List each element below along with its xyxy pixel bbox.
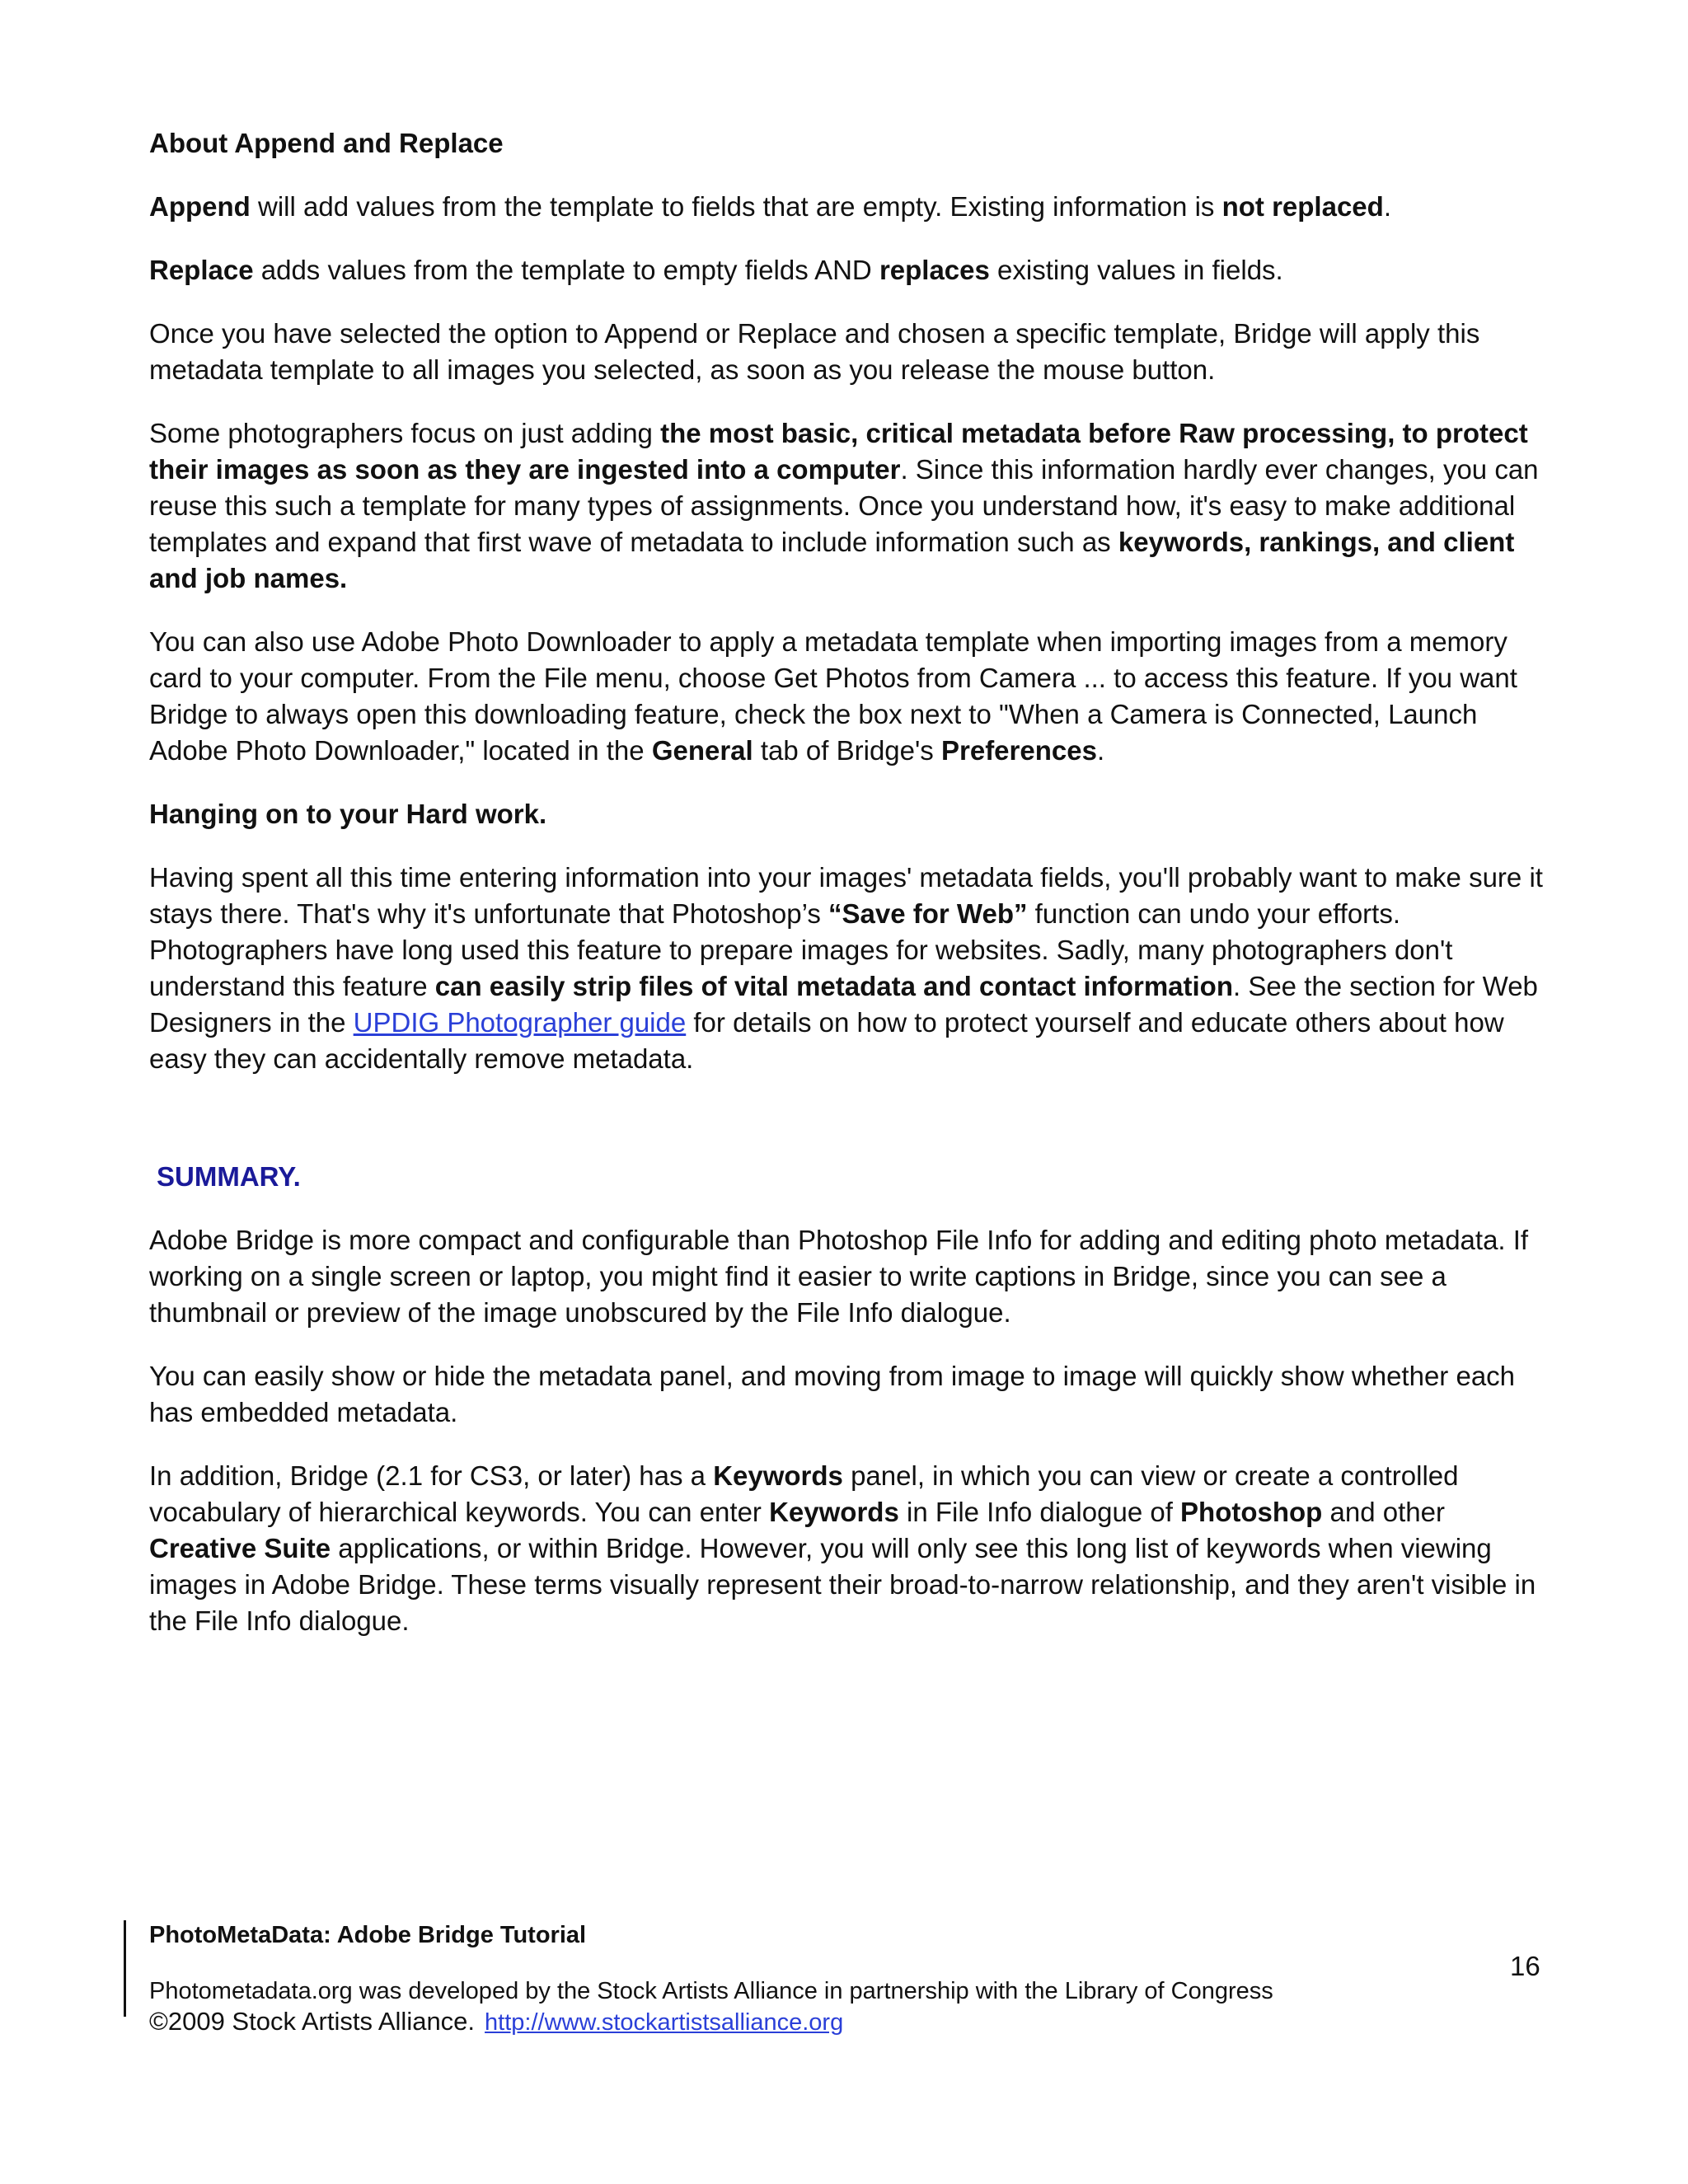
text-run: . bbox=[1096, 735, 1105, 766]
page-footer bbox=[0, 1920, 1688, 2052]
bold-text: Keywords bbox=[769, 1497, 899, 1527]
vertical-spacer bbox=[149, 1104, 1550, 1159]
text-run: Some photographers focus on just adding bbox=[149, 418, 661, 448]
paragraph-once: Once you have selected the option to Append or Replace and chosen a specific template, Bridge will apply this metadata template to all images you selected, as soon as you release the mouse button. bbox=[149, 318, 1480, 385]
bold-text: can easily strip files of vital metadata and contact information bbox=[434, 971, 1233, 1001]
paragraph-save-for-web bbox=[149, 860, 1550, 1077]
document-body bbox=[149, 125, 1550, 1666]
text-run: adds values from the template to empty fields AND bbox=[253, 255, 879, 285]
bold-text: Replace bbox=[149, 255, 254, 285]
text-run: tab of Bridge's bbox=[753, 735, 941, 766]
page-number: 16 bbox=[1510, 1951, 1540, 1981]
text-run: for details on how to protect yourself and educate others about how easy they can accidentally remove metadata. bbox=[149, 1007, 1504, 1074]
summary-paragraph-keywords bbox=[149, 1458, 1550, 1639]
summary-heading: SUMMARY. bbox=[157, 1161, 301, 1192]
footer-copyright-line bbox=[149, 2006, 843, 2038]
footer-title: PhotoMetaData: Adobe Bridge Tutorial bbox=[149, 1922, 587, 1948]
bold-text: Photoshop bbox=[1180, 1497, 1323, 1527]
footer-copyright: ©2009 Stock Artists Alliance. bbox=[149, 2007, 476, 2036]
bold-text: replaces bbox=[879, 255, 990, 285]
text-run: and other bbox=[1322, 1497, 1445, 1527]
summary-paragraph-2: You can easily show or hide the metadata panel, and moving from image to image will quickly show whether each has embedded metadata. bbox=[149, 1361, 1516, 1427]
bold-text: Keywords bbox=[713, 1460, 843, 1491]
paragraph-replace bbox=[149, 252, 1550, 288]
bold-text: not replaced bbox=[1221, 191, 1384, 222]
paragraph-append bbox=[149, 189, 1550, 225]
text-run: . See the section for Web Designers in the bbox=[149, 971, 1538, 1038]
text-run: panel, in which you can view or create a controlled vocabulary of hierarchical keywords. You can enter bbox=[149, 1460, 1459, 1527]
bold-text: Creative Suite bbox=[149, 1533, 331, 1563]
bold-text: Append bbox=[149, 191, 251, 222]
text-run: in File Info dialogue of bbox=[898, 1497, 1181, 1527]
text-run: . Since this information hardly ever changes, you can reuse this such a template for many types of assignments. Once you understand how, it's easy to make additional templates and expand that first wave of metadata to include information such as bbox=[149, 454, 1539, 557]
text-run: In addition, Bridge (2.1 for CS3, or later) has a bbox=[149, 1460, 714, 1491]
summary-paragraph-1: Adobe Bridge is more compact and configurable than Photoshop File Info for adding and editing photo metadata. If working on a single screen or laptop, you might find it easier to write captions in Bridge, since you can see a thumbnail or preview of the image unobscured by the File Info dialogue. bbox=[149, 1225, 1529, 1328]
footer-developed-by: Photometadata.org was developed by the Stock Artists Alliance in partnership with the Library of Congress bbox=[149, 1978, 1273, 2004]
text-run: existing values in fields. bbox=[989, 255, 1283, 285]
paragraph-photographers-focus bbox=[149, 415, 1550, 597]
bold-text: “Save for Web” bbox=[828, 898, 1028, 929]
text-run: applications, or within Bridge. However, you will only see this long list of keywords when viewing images in Adobe Bridge. These terms visually represent their broad-to-narrow relationship, and they aren't visible in the File Info dialogue. bbox=[149, 1533, 1536, 1636]
updig-guide-link[interactable]: UPDIG Photographer guide bbox=[353, 1007, 687, 1038]
bold-text: General bbox=[651, 735, 753, 766]
footer-url-link[interactable]: http://www.stockartistsalliance.org bbox=[485, 2009, 844, 2036]
bold-text: Preferences bbox=[940, 735, 1097, 766]
section-heading-hard-work: Hanging on to your Hard work. bbox=[149, 799, 547, 829]
text-run: . bbox=[1383, 191, 1391, 222]
bold-text: the most basic, critical metadata before Raw processing, to protect their images as soon as they are ingested into a computer bbox=[149, 418, 1528, 485]
text-run: You can also use Adobe Photo Downloader to apply a metadata template when importing images from a memory card to your computer. From the File menu, choose Get Photos from Camera ... to access this feature. If you want Bridge to always open this downloading feature, check the box next to "When a Camera is Connected, Launch Adobe Photo Downloader," located in the bbox=[149, 626, 1517, 766]
footer-divider-bar bbox=[124, 1920, 126, 2017]
text-run: will add values from the template to fields that are empty. Existing information is bbox=[250, 191, 1222, 222]
text-run: Having spent all this time entering information into your images' metadata fields, you'll probably want to make sure it stays there. That's why it's unfortunate that Photoshop’s bbox=[149, 862, 1543, 929]
paragraph-photo-downloader bbox=[149, 624, 1550, 769]
text-run: function can undo your efforts. Photographers have long used this feature to prepare images for websites. Sadly, many photographers don't understand this feature bbox=[149, 898, 1453, 1001]
bold-text: keywords, rankings, and client and job names. bbox=[149, 527, 1515, 593]
section-heading-append-replace: About Append and Replace bbox=[149, 128, 504, 158]
